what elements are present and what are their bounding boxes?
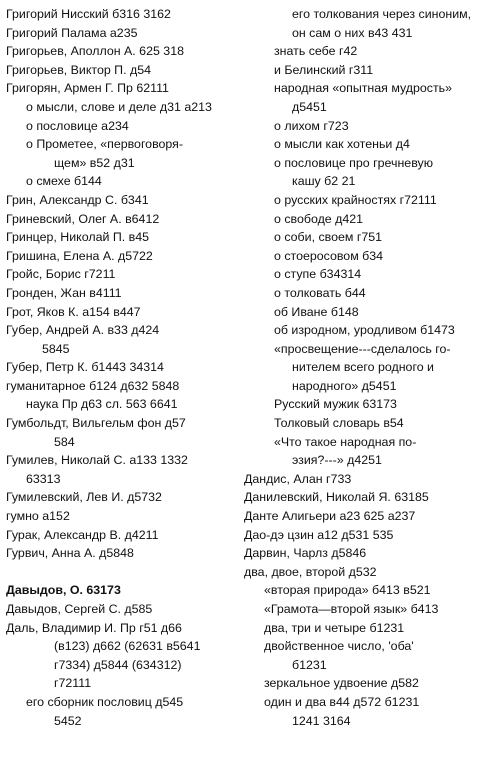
index-entry: два, три и четыре б1231 [264,620,405,635]
index-entry: Григорян, Армен Г. Пр 62111 [6,81,169,96]
index-entry: эзия?---» д4251 [292,453,382,468]
index-entry: кашу б2 21 [292,174,356,189]
index-entry: 5845 [42,341,70,356]
index-entry: Гурвич, Анна А. д5848 [6,546,134,561]
index-entry: Гриневский, Олег А. в6412 [6,211,160,226]
spacer [6,563,244,582]
index-entry: Гурак, Александр В. д4211 [6,527,159,542]
index-entry: об Иване б148 [274,304,359,319]
index-entry: Даль, Владимир И. Пр г51 д66 [6,620,182,635]
index-entry: об изродном, уродливом б1473 [274,323,455,338]
index-entry: «просвещение---сделалось го- [274,341,451,356]
index-entry: Гумбольдт, Вильгельм фон д57 [6,416,186,431]
index-entry: о стоеросовом б34 [274,248,384,263]
index-entry: Толковый словарь в54 [274,416,404,431]
index-entry: Губер, Андрей А. в33 д424 [6,323,160,338]
index-entry: «Что такое народная по- [274,434,417,449]
index-entry: Григорий Нисский б316 3162 [6,7,171,21]
index-entry: г7334) д5844 (634312) [54,657,182,672]
index-entry: Давыдов, О. 63173 [6,583,121,598]
index-entry: о толковать б44 [274,285,366,300]
index-entry: Гумилев, Николай С. а133 1332 [6,453,188,468]
index-entry: гумно а152 [6,509,70,524]
index-entry: о смехе б144 [26,174,102,189]
index-entry: о соби, своем г751 [274,230,383,245]
right-column [244,5,473,730]
left-column [6,5,244,730]
index-entry: Дарвин, Чарлз д5846 [244,546,367,561]
index-entry: 63313 [26,471,61,486]
index-entry: знать себе г42 [274,44,358,59]
index-entry: Губер, Петр К. б1443 34314 [6,360,164,375]
index-entry: о лихом г723 [274,118,349,133]
index-entry: Грот, Яков К. а154 в447 [6,304,141,319]
index-entry: 584 [54,434,75,449]
index-entry: зеркальное удвоение д582 [264,676,419,691]
index-entry: д5451 [292,99,327,114]
index-entry: народная «опытная мудрость» [274,81,452,96]
index-entry: «Грамота—второй язык» б413 [264,602,439,616]
index-entry: Гумилевский, Лев И. д5732 [6,490,162,505]
index-entry: о пословице про гречневую [274,155,433,170]
index-entry: два, двое, второй д532 [244,564,377,579]
index-entry: один и два в44 д572 б1231 [264,694,420,709]
index-entry: народного» д5451 [292,378,397,393]
index-entry: г72111 [54,676,92,691]
index-entry: «вторая природа» б413 в521 [264,583,431,598]
index-entry: о ступе б34314 [274,267,362,282]
index-entry: о Прометее, «первоговоря- [26,137,183,152]
index-entry: Гринцер, Николай П. в45 [6,230,149,245]
index-entry: 5452 [54,713,82,728]
index-entry: нителем всего родного и [292,360,434,375]
index-entry: б1231 [292,657,327,672]
index-entry: Гришина, Елена А. д5722 [6,248,153,263]
index-entry: Грин, Александр С. б341 [6,192,149,207]
index-entry: его сборник пословиц д545 [26,694,184,709]
index-entry: и Белинский г311 [274,62,374,77]
index-entry: Дандис, Алан г733 [244,471,352,486]
index-entry: двойственное число, 'оба' [264,639,414,654]
index-entry: Гройс, Борис г7211 [6,267,116,282]
index-entry: Дао-дэ цзин а12 д531 535 [244,527,394,542]
index-entry: Данте Алигьери а23 625 а237 [244,509,416,524]
index-entry: 1241 3164 [292,713,351,728]
index-entry: о пословице а234 [26,118,129,133]
index-entry: Григорьев, Аполлон А. 625 318 [6,44,184,59]
index-entry: Давыдов, Сергей С. д585 [6,602,153,616]
index-entry: его толкования через синоним, [292,7,472,21]
index-entry: гуманитарное б124 д632 5848 [6,378,180,393]
index-entry: о мысли, слове и деле д31 а213 [26,99,212,114]
index-entry: о русских крайностях г72111 [274,192,437,207]
index-entry: Григорий Палама а235 [6,25,138,40]
index-entry: он сам о них в43 431 [292,25,413,40]
index-entry: о мысли как хотеньи д4 [274,137,410,152]
index-entry: Русский мужик 63173 [274,397,397,412]
index-entry: Григорьев, Виктор П. д54 [6,62,151,77]
index-entry: наука Пр д63 сл. 563 6641 [26,397,178,412]
index-entry: щем» в52 д31 [54,155,135,170]
index-entry: (в123) д662 (62631 в5641 [54,639,201,654]
index-entry: о свободе д421 [274,211,364,226]
index-entry: Гронден, Жан в4111 [6,285,122,300]
index-entry: Данилевский, Николай Я. 63185 [244,490,429,505]
